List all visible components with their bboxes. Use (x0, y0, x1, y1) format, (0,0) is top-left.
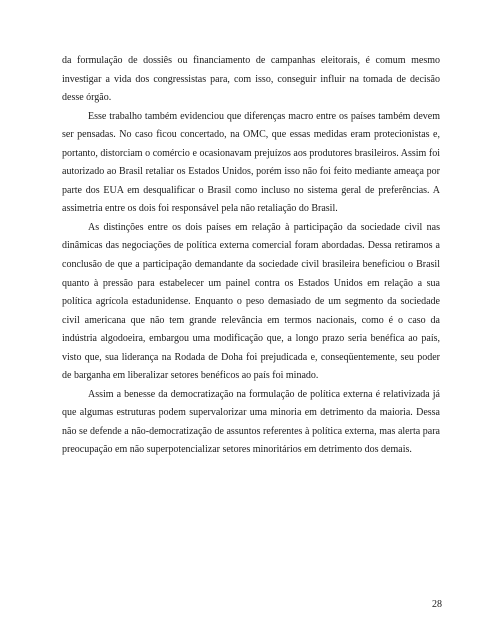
paragraph-3: As distinções entre os dois países em relação à participação da sociedade civil nas dinâmicas das negociações de política externa comercial foram abordadas. Dessa retiramos a conclusão de que a participação demandante da sociedade civil brasileira beneficiou o Brasil quanto à pressão para estabelecer um painel contra os Estados Unidos em relação a sua política agrícola estadunidense. Enquanto o peso demasiado de um segmento da sociedade civil americana que não tem grande relevância em termos nacionais, como é o caso da indústria algodoeira, embargou uma modificação que, a longo prazo seria benéfica ao país, visto que, sua liderança na Rodada de Doha foi prejudicada e, conseqüentemente, seu poder de barganha em liberalizar setores benéficos ao país foi minado. (62, 221, 440, 382)
paragraph-1: da formulação de dossiês ou financiamento de campanhas eleitorais, é comum mesmo investigar a vida dos congressistas para, com isso, conseguir influir na tomada de decisão desse órgão. (62, 55, 440, 104)
body-text (62, 52, 440, 460)
page-number: 28 (432, 599, 442, 610)
paragraph-2: Esse trabalho também evidenciou que diferenças macro entre os países também devem ser pensadas. No caso ficou concertado, na OMC, que essas medidas eram protecionistas e, portanto, distorciam o comércio e ocasionavam prejuízos aos produtores brasileiros. Assim foi autorizado ao Brasil retaliar os Estados Unidos, porém isso não foi feito mediante ameaça por parte dos EUA em desqualificar o Brasil como incluso no sistema geral de preferências. A assimetria entre os dois foi responsável pela não retaliação do Brasil. (62, 110, 440, 215)
paragraph-4: Assim a benesse da democratização na formulação de política externa é relativizada já que algumas estruturas podem supervalorizar uma minoria em detrimento da maioria. Dessa não se defende a não-democratização de assuntos referentes à política externa, mas alerta para preocupação em não superpotencializar setores minoritários em detrimento dos demais. (62, 388, 440, 456)
